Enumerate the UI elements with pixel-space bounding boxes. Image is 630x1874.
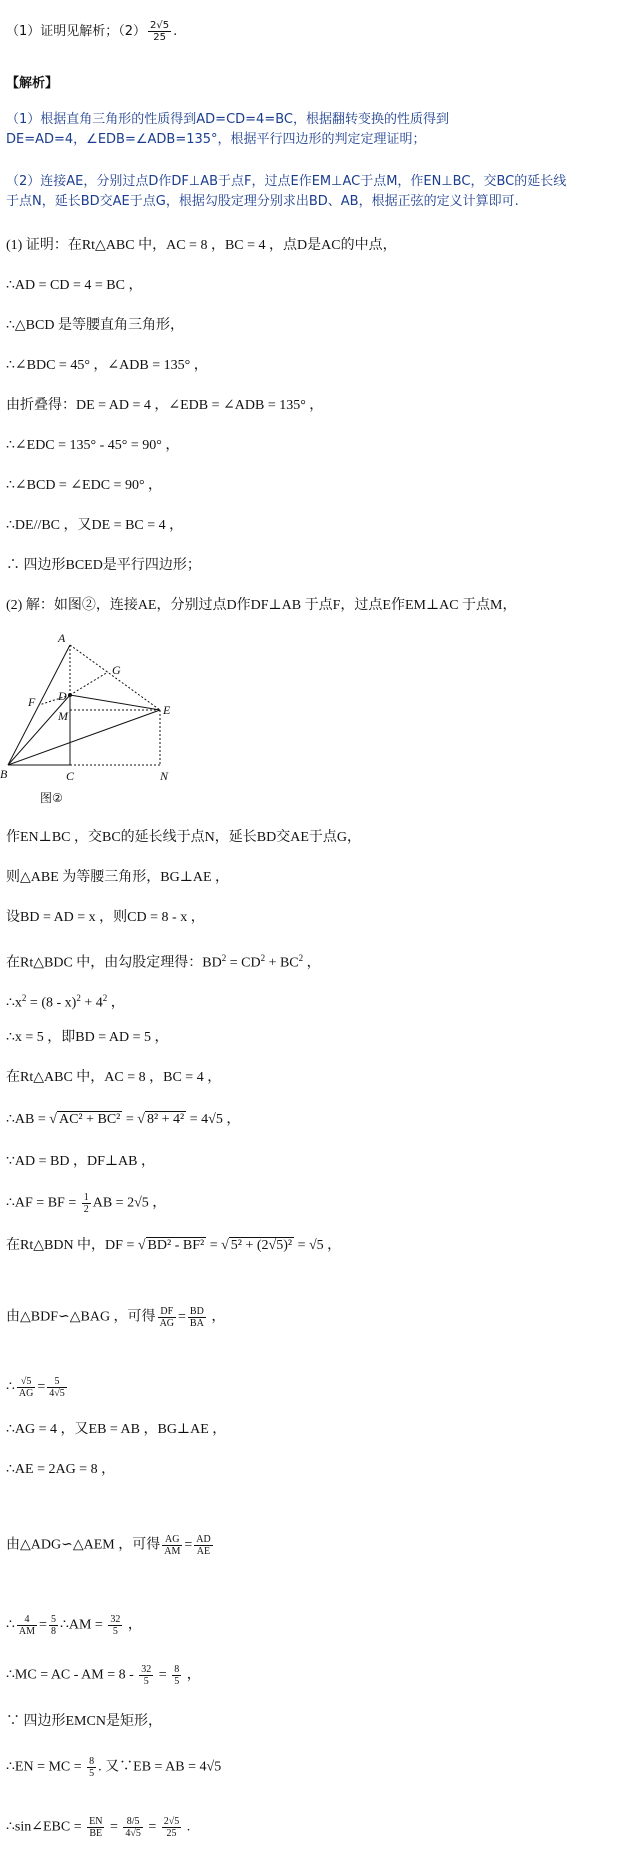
solution-line-17: 由△ADG∽△AEM ，可得 $\frac{AG}{AM}$ = $\frac{AD}{AE}$ [6,1534,211,1557]
label-G: G [112,663,121,677]
label-N: N [160,769,169,783]
label-D: D [58,689,67,703]
solution-line-8: 在Rt△ABC 中，AC = 8 ，BC = 4 ， [6,1070,222,1085]
proof-line-3: ∴△BCD 是等腰直角三角形， [6,318,184,333]
label-B: B [0,767,8,781]
solution-line-6: $\therefore x^2 = (8 - x)^2 + 4^2$ ， [6,993,125,1011]
geometry-figure [0,630,180,810]
answer-line: （1）证明见解析；（2） $\frac{2√5}{25}$ . [6,20,178,43]
solution-line-5: 在Rt△BDC 中，由勾股定理得：$BD^2 = CD^2 + BC^2$ ， [6,953,321,971]
label-E: E [163,703,171,717]
analysis-title: 【解析】 [6,76,59,91]
solution-line-20: ∵ 四边形EMCN是矩形， [6,1714,162,1729]
proof-line-1: (1) 证明：在Rt△ABC 中，AC = 8 ，BC = 4 ，点D是AC的中点， [6,238,397,253]
hint2-line1: （2）连接AE，分别过点D作DF⊥AB于点F，过点E作EM⊥AC于点M，作EN⊥BC，交BC的延长线 [6,174,567,189]
label-F: F [28,695,36,709]
proof-line-6: ∴∠EDC = 135° - 45° = 90° ， [6,438,180,453]
proof-line-5: 由折叠得：DE = AD = 4 ，∠EDB = ∠ADB = 135° ， [6,398,324,413]
label-A: A [58,631,66,645]
segment-DE [70,695,160,710]
solution-line-10: ∵AD = BD ，DF⊥AB ， [6,1154,155,1169]
solution-line-1: (2) 解：如图②，连接AE，分别过点D作DF⊥AB 于点F，过点E作EM⊥AC 于点M， [6,598,517,613]
hint1-line1: （1）根据直角三角形的性质得到AD=CD=4=BC，根据翻转变换的性质得到 [6,112,449,127]
solution-line-4: 设BD = AD = x ，则CD = 8 - x ， [6,910,205,925]
solution-line-16: ∴AE = 2AG = 8 ， [6,1462,116,1477]
solution-line-14: ∴ $\frac{√5}{AG}$ = $\frac{5}{4√5}$ [6,1376,65,1399]
solution-line-19: ∴MC = AC - AM = 8 - $\frac{32}{5}$ = $\frac{8}{5}$ ， [6,1664,201,1687]
proof-line-9: ∴ 四边形BCED是平行四边形； [6,558,201,573]
proof-line-2: ∴AD = CD = 4 = BC ， [6,278,143,293]
solution-line-12: 在Rt△BDN 中，DF = √ BD² - BF² = √ 5² + (2√5)² = √5 ， [6,1238,342,1253]
figure-caption: 图② [40,791,63,805]
label-C: C [66,769,75,783]
hint1-line2: DE=AD=4，∠EDB=∠ADB=135°，根据平行四边形的判定定理证明； [6,132,426,147]
proof-line-7: ∴∠BCD = ∠EDC = 90° ， [6,478,163,493]
proof-line-4: ∴∠BDC = 45° ，∠ADB = 135° ， [6,358,208,373]
label-M: M [58,709,68,723]
solution-line-22: ∴sin∠EBC = $\frac{EN}{BE}$ = $\frac{8/5}{4√5}$ = $\frac{2√5}{25}$ . [6,1816,191,1839]
solution-line-2: 作EN⊥BC ，交BC的延长线于点N，延长BD交AE于点G， [6,830,362,845]
solution-line-3: 则△ABE 为等腰三角形，BG⊥AE ， [6,870,230,885]
segment-AE [70,645,160,710]
solution-line-7: ∴x = 5 ，即BD = AD = 5 ， [6,1030,169,1045]
segment-DG [70,672,108,695]
solution-line-15: ∴AG = 4 ，又EB = AB ，BG⊥AE ， [6,1422,227,1437]
proof-line-8: ∴DE//BC ，又DE = BC = 4 ， [6,518,184,533]
answer-fraction: $\frac{2√5}{25}$ [150,20,170,43]
point-D [68,693,72,697]
solution-line-21: ∴EN = MC = $\frac{8}{5}$ . 又∵EB = AB = 4√5 [6,1756,222,1779]
solution-line-18: ∴ $\frac{4}{AM}$ = $\frac{5}{8}$ ∴AM = $\frac{32}{5}$ ， [6,1614,142,1637]
hint2-line2: 于点N，延长BD交AE于点G，根据勾股定理分别求出BD、AB，根据正弦的定义计算即可. [6,194,519,209]
segment-BE [8,710,160,765]
solution-line-13: 由△BDF∽△BAG ，可得 $\frac{DF}{AG}$ = $\frac{BD}{BA}$ ， [6,1306,226,1329]
solution-line-9: ∴AB = √ AC² + BC² = √ 8² + 4² = 4√5 ， [6,1112,241,1127]
solution-line-11: ∴AF = BF = $\frac{1}{2}$ AB = 2√5 ， [6,1192,167,1215]
